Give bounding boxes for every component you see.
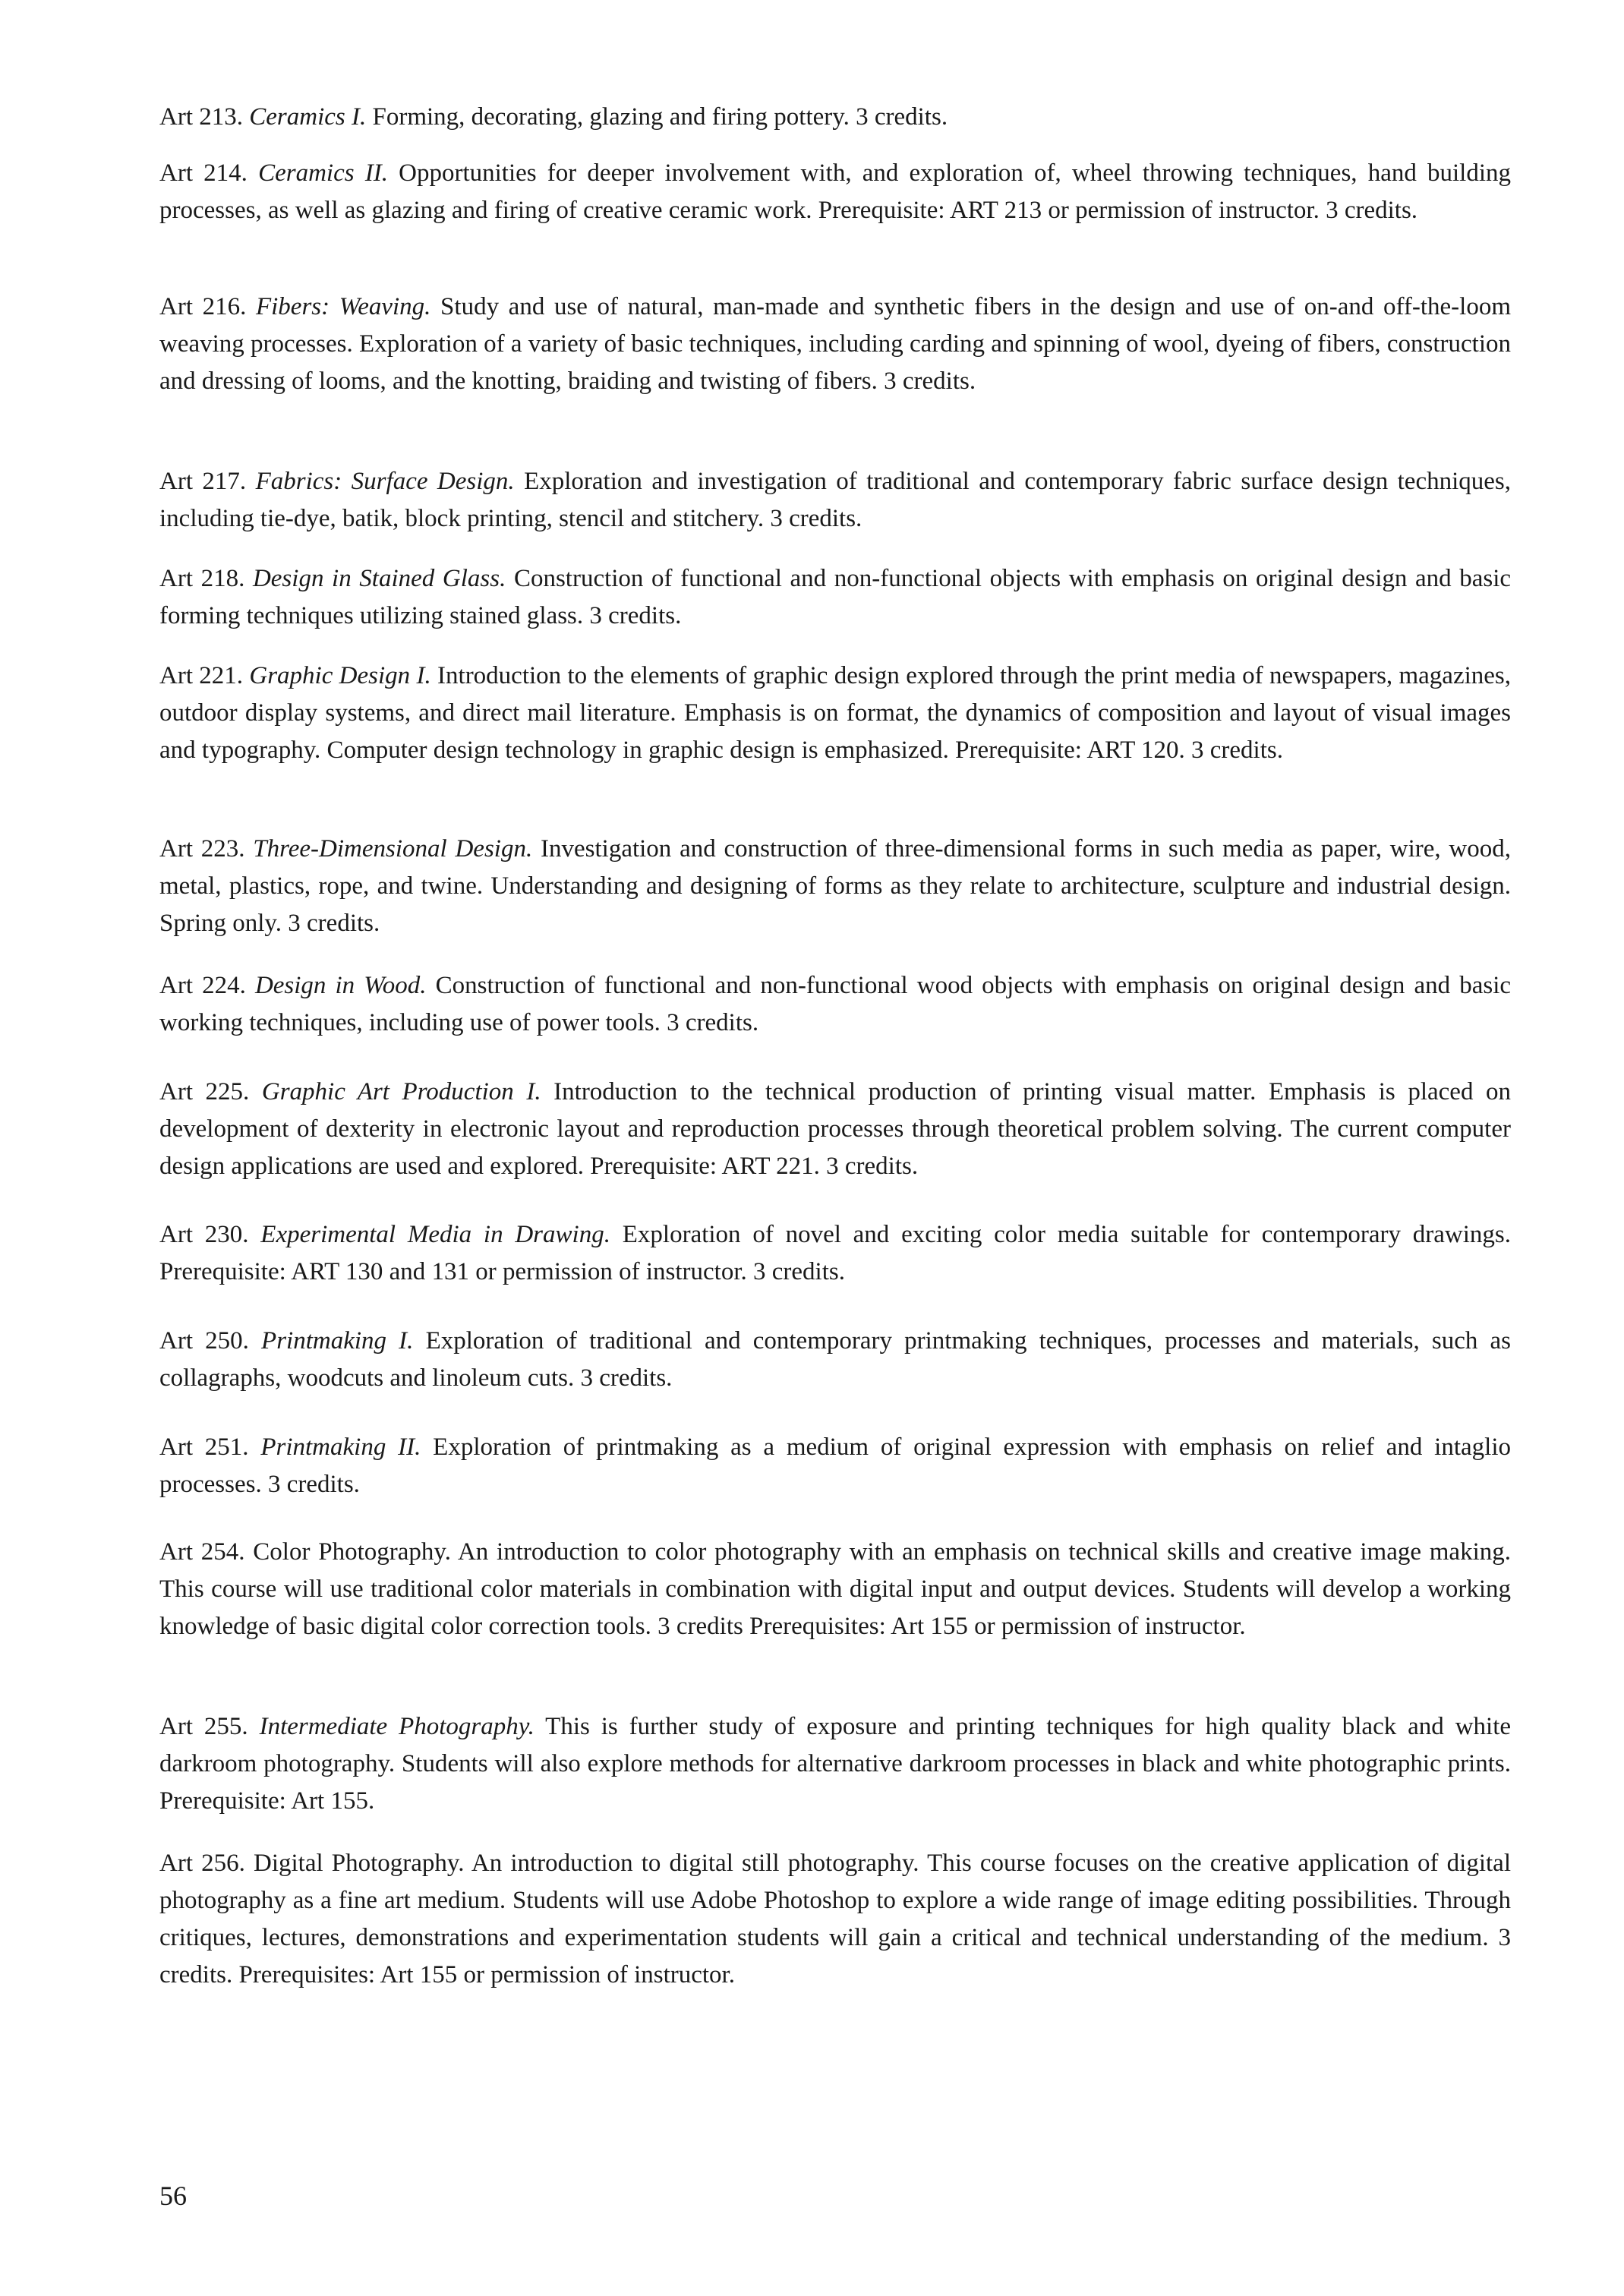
course-title: Experimental Media in Drawing.	[260, 1221, 610, 1248]
course-title: Fibers: Weaving.	[255, 293, 431, 320]
course-code: Art 218.	[159, 565, 245, 592]
course-description: This is further study of exposure and printing techniques for high quality black and white darkroom photography. Students will also explore methods for alternative darkroom processes in black and white photographic prints. Prerequisite: Art 155.	[159, 1713, 1512, 1815]
course-code: Art 221.	[159, 662, 244, 689]
course-code: Art 230.	[159, 1221, 249, 1248]
course-title: Design in Stained Glass.	[252, 565, 506, 592]
course-title: Ceramics II.	[258, 159, 388, 187]
course-entry-art-255	[159, 1708, 1511, 1820]
course-description: Construction of functional and non-functional wood objects with emphasis on original design and basic working techniques, including use of power tools. 3 credits.	[159, 972, 1512, 1036]
course-code: Art 223.	[159, 835, 245, 863]
course-entry-art-224	[159, 967, 1511, 1042]
course-entry-art-230	[159, 1216, 1511, 1291]
course-description: Exploration and investigation of traditional and contemporary fabric surface design techniques, including tie-dye, batik, block printing, stencil and stitchery. 3 credits.	[159, 468, 1512, 532]
course-title: Fabrics: Surface Design.	[255, 468, 515, 495]
course-title: Graphic Design I.	[249, 662, 431, 689]
course-description: Study and use of natural, man-made and synthetic fibers in the design and use of on-and off-the-loom weaving processes. Exploration of a variety of basic techniques, including carding and spinning of wool, dyeing of fibers, construction and dressing of looms, and the knotting, braiding and twisting of fibers. 3 credits.	[159, 293, 1511, 395]
course-title: Intermediate Photography.	[259, 1713, 535, 1740]
course-title: Graphic Art Production I.	[261, 1078, 541, 1105]
course-title: Color Photography.	[253, 1538, 451, 1566]
course-title: Three-Dimensional Design.	[253, 835, 533, 863]
course-code: Art 217.	[159, 468, 247, 495]
course-code: Art 251.	[159, 1433, 249, 1461]
course-description: Exploration of printmaking as a medium of original expression with emphasis on relief and intaglio processes. 3 credits.	[159, 1433, 1512, 1498]
course-description: Forming, decorating, glazing and firing pottery. 3 credits.	[372, 103, 948, 131]
course-code: Art 225.	[159, 1078, 250, 1105]
course-entry-art-223	[159, 831, 1511, 942]
course-entry-art-217	[159, 463, 1511, 538]
course-entry-art-256	[159, 1845, 1511, 1994]
course-title: Design in Wood.	[254, 972, 427, 999]
course-code: Art 224.	[159, 972, 246, 999]
course-entry-art-225	[159, 1074, 1511, 1185]
course-entry-art-254	[159, 1534, 1511, 1645]
course-entry-art-218	[159, 560, 1511, 635]
course-description: Construction of functional and non-functional objects with emphasis on original design and basic forming techniques utilizing stained glass. 3 credits.	[159, 565, 1512, 629]
course-description: Opportunities for deeper involvement with, and exploration of, wheel throwing techniques, hand building processes, as well as glazing and firing of creative ceramic work. Prerequisite: ART 213 or permission of instructor. 3 credits.	[159, 159, 1512, 224]
course-description: An introduction to color photography with an emphasis on technical skills and creative image making. This course will use traditional color materials in combination with digital input and output devices. Students will develop a working knowledge of basic digital color correction tools. 3 credits Prerequisites: Art 155 or permission of instructor.	[159, 1538, 1511, 1640]
course-code: Art 255.	[159, 1713, 248, 1740]
course-entry-art-214	[159, 155, 1511, 229]
course-title: Digital Photography.	[254, 1850, 465, 1877]
course-title: Ceramics I.	[249, 103, 367, 131]
course-entry-art-221	[159, 658, 1511, 769]
course-code: Art 214.	[159, 159, 248, 187]
course-entry-art-216	[159, 289, 1511, 400]
course-description: An introduction to digital still photography. This course focuses on the creative application of digital photography as a fine art medium. Students will use Adobe Photoshop to explore a wide range of image editing possibilities. Through critiques, lectures, demonstrations and experimentation students will gain a critical and technical understanding of the medium. 3 credits. Prerequisites: Art 155 or permission of instructor.	[159, 1850, 1511, 1988]
course-code: Art 216.	[159, 293, 247, 320]
course-code: Art 250.	[159, 1327, 249, 1355]
course-title: Printmaking I.	[261, 1327, 414, 1355]
course-entry-art-250	[159, 1323, 1511, 1397]
page-number: 56	[159, 2181, 187, 2211]
course-description: Introduction to the technical production of printing visual matter. Emphasis is placed on development of dexterity in electronic layout and reproduction processes through theoretical problem solving. The current computer design applications are used and explored. Prerequisite: ART 221. 3 credits.	[159, 1078, 1511, 1180]
course-code: Art 256.	[159, 1850, 245, 1877]
course-entry-art-213	[159, 99, 1511, 136]
course-description: Investigation and construction of three-dimensional forms in such media as paper, wire, wood, metal, plastics, rope, and twine. Understanding and designing of forms as they relate to architecture, sculpture and industrial design. Spring only. 3 credits.	[159, 835, 1512, 937]
course-description: Introduction to the elements of graphic design explored through the print media of newspapers, magazines, outdoor display systems, and direct mail literature. Emphasis is on format, the dynamics of composition and layout of visual images and typography. Computer design technology in graphic design is emphasized. Prerequisite: ART 120. 3 credits.	[159, 662, 1511, 764]
course-title: Printmaking II.	[260, 1433, 421, 1461]
course-entry-art-251	[159, 1429, 1511, 1503]
course-code: Art 254.	[159, 1538, 245, 1566]
course-code: Art 213.	[159, 103, 243, 131]
course-description: Exploration of novel and exciting color media suitable for contemporary drawings. Prerequisite: ART 130 and 131 or permission of instructor. 3 credits.	[159, 1221, 1512, 1285]
course-description: Exploration of traditional and contemporary printmaking techniques, processes and materials, such as collagraphs, woodcuts and linoleum cuts. 3 credits.	[159, 1327, 1511, 1392]
